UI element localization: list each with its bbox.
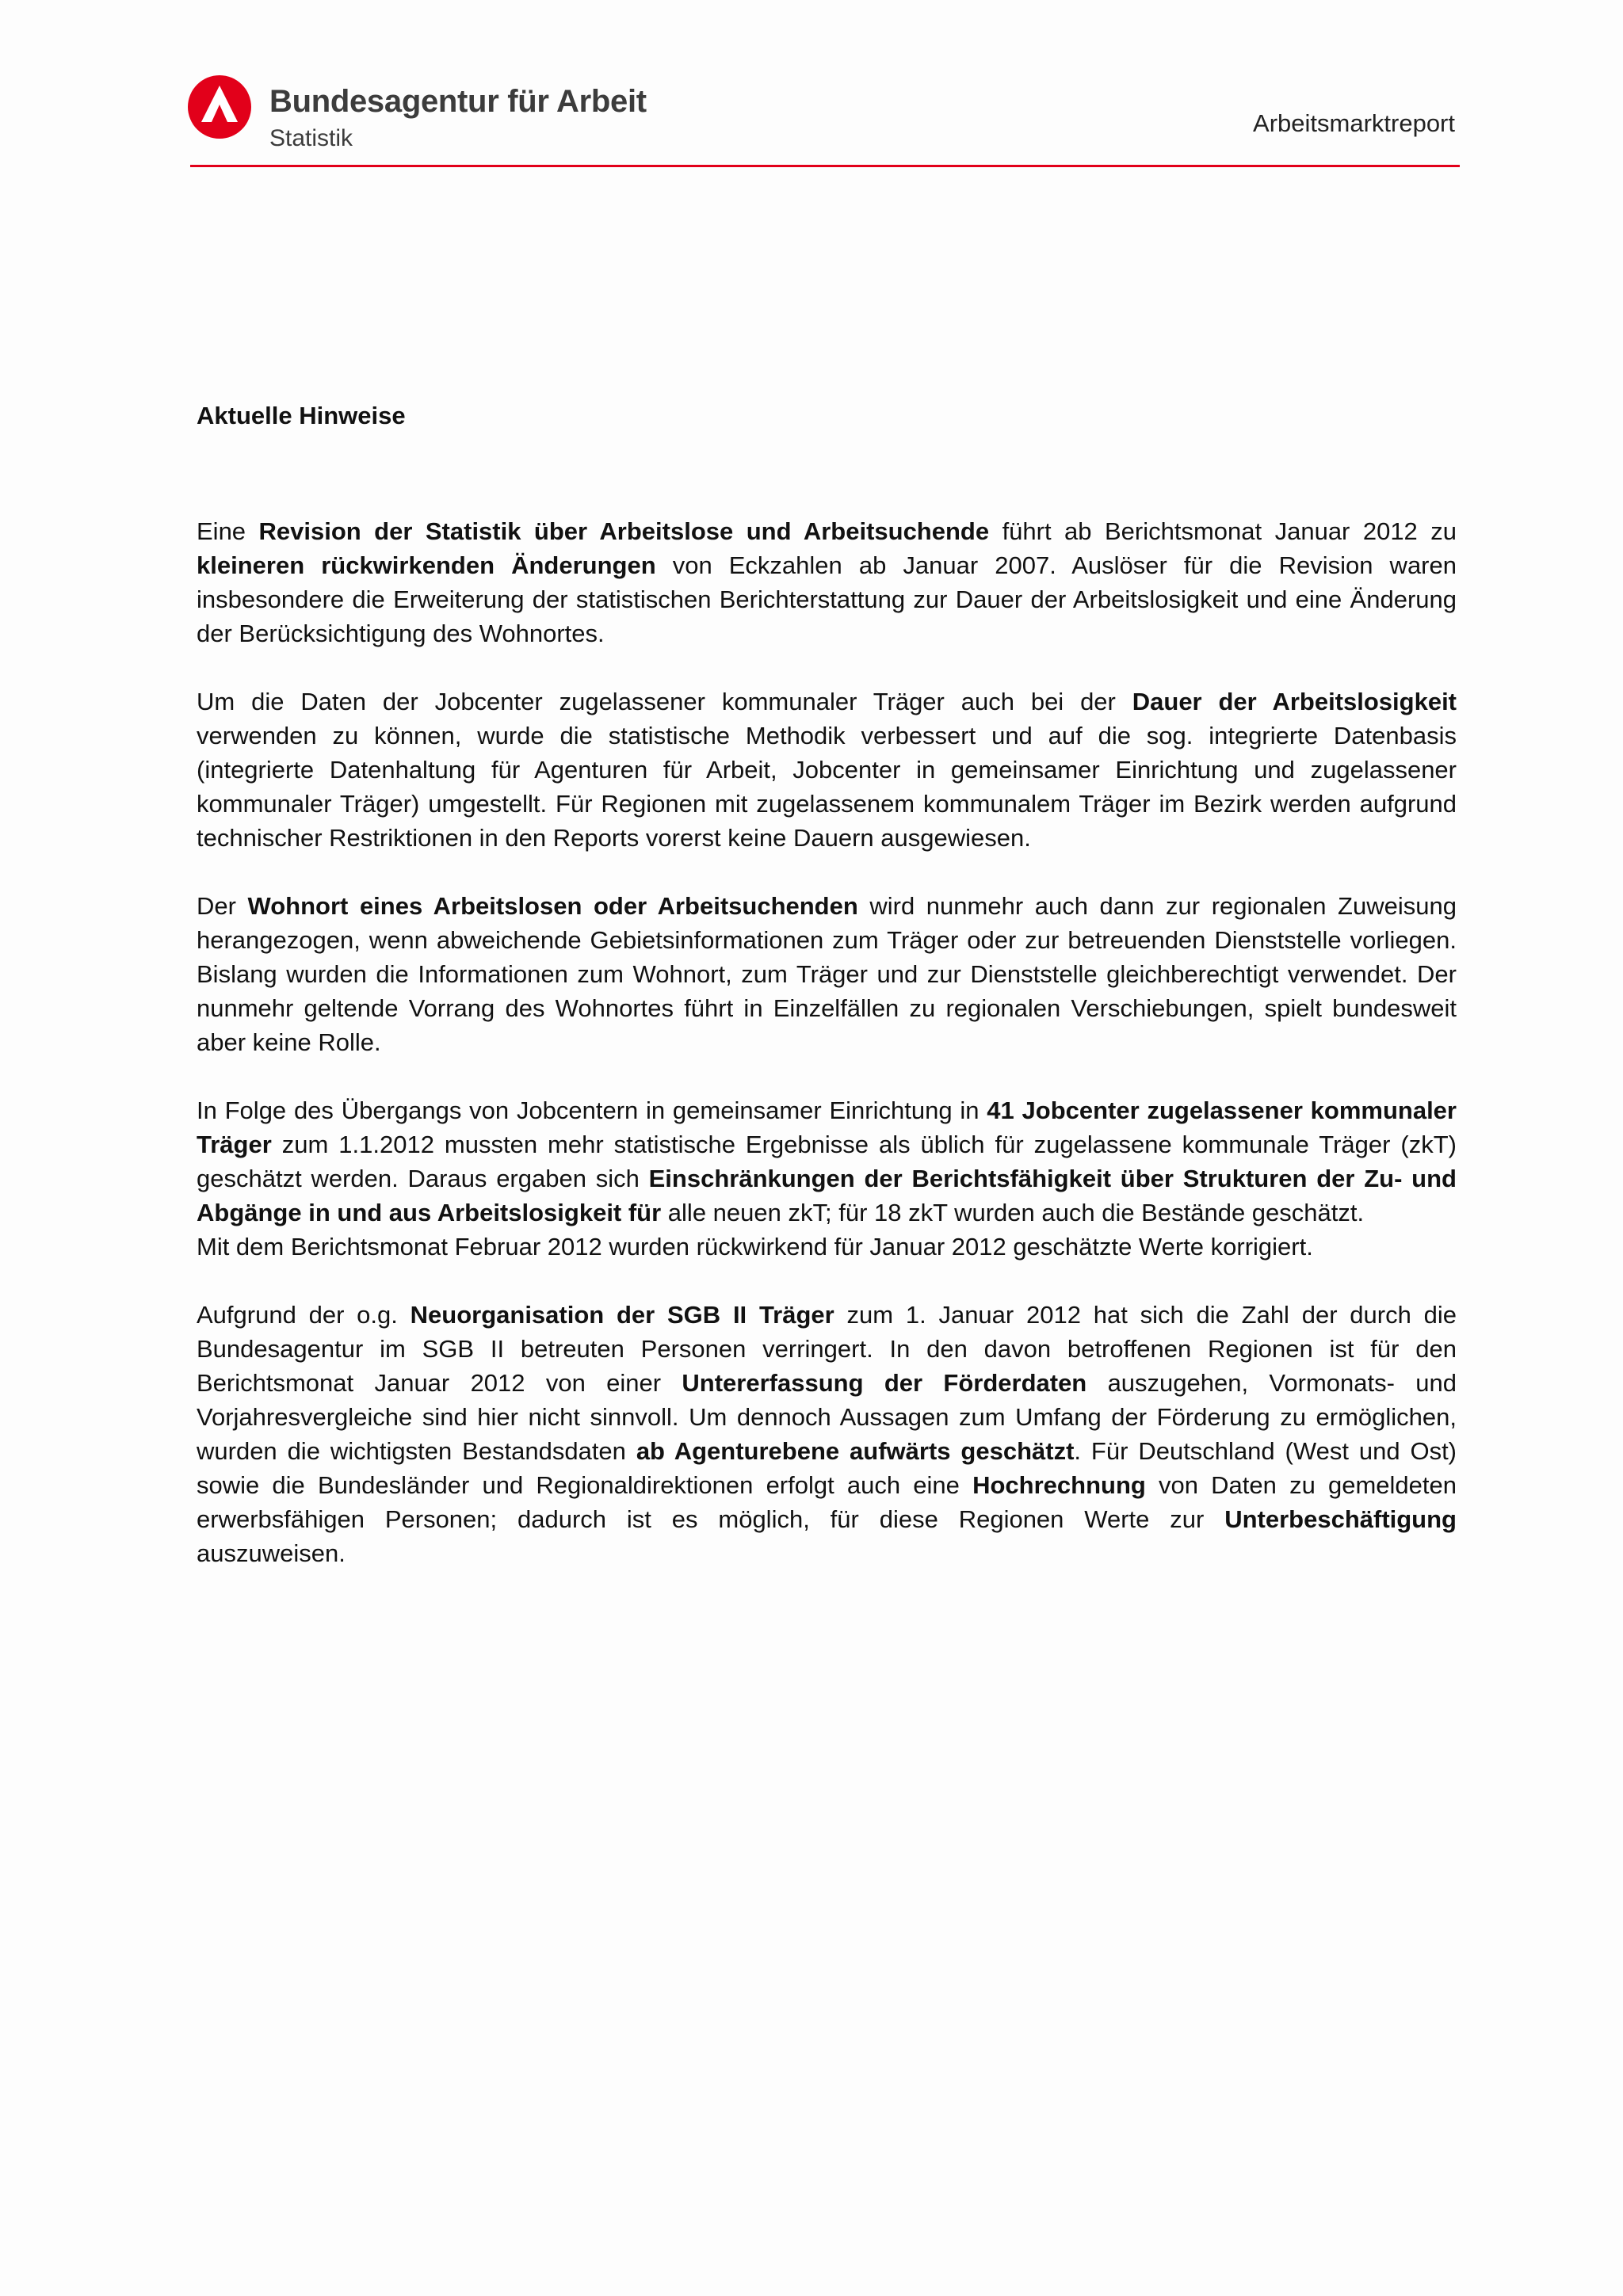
paragraph-list [197,514,1457,1570]
bold-text: Untererfassung der Förderdaten [682,1369,1087,1397]
paragraph [197,1298,1457,1570]
bold-text: Dauer der Arbeitslosigkeit [1132,688,1457,715]
bold-text: 41 Jobcenter zugelassener kommunaler Träger [197,1097,1457,1158]
text-run: führt ab Berichtsmonat Januar 2012 zu [989,517,1457,545]
page-header [0,0,1623,170]
bold-text: ab Agenturebene aufwärts geschätzt [636,1437,1075,1465]
text-run: von Eckzahlen ab Januar 2007. Auslöser für die Revision waren insbesondere die Erweiterung der statistischen Berichterstattung zur Dauer der Arbeitslosigkeit und eine Änderung der Berücksichtigung des Wohnortes. [197,551,1457,647]
section-title: Aktuelle Hinweise [197,402,406,429]
text-run: Um die Daten der Jobcenter zugelassener kommunaler Träger auch bei der [197,688,1132,715]
text-run: verwenden zu können, wurde die statistische Methodik verbessert und auf die sog. integrierte Datenbasis (integrierte Datenhaltung für Agenturen für Arbeit, Jobcenter in gemeinsamer Einrichtung und zugelassener kommunaler Träger) umgestellt. Für Regionen mit zugelassenem kommunalem Träger im Bezirk werden aufgrund technischer Restriktionen in den Reports vorerst keine Dauern ausgewiesen. [197,722,1457,852]
report-type: Arbeitsmarktreport [1253,109,1455,137]
text-run: auszugehen, Vormonats- und Vorjahresvergleiche sind hier nicht sinnvoll. Um dennoch Aussagen zum Umfang der Förderung zu ermöglichen, wurden die wichtigsten Bestandsdaten [197,1369,1457,1465]
text-run: Der [197,892,248,920]
text-run: zum 1.1.2012 mussten mehr statistische Ergebnisse als üblich für zugelassene kommunale Träger (zkT) geschätzt werden. Daraus ergaben sich [197,1131,1457,1192]
text-run: alle neuen zkT; für 18 zkT wurden auch die Bestände geschätzt. [661,1199,1365,1226]
text-run: zum 1. Januar 2012 hat sich die Zahl der durch die Bundesagentur im SGB II betreuten Personen verringert. In den davon betroffenen Regionen ist für den Berichtsmonat Januar 2012 von einer [197,1301,1457,1397]
text-run: . Für Deutschland (West und Ost) sowie die Bundesländer und Regionaldirektionen erfolgt auch eine [197,1437,1457,1499]
text-run: Aufgrund der o.g. [197,1301,411,1329]
text-run: Eine [197,517,259,545]
bold-text: Neuorganisation der SGB II Träger [410,1301,834,1329]
brand-name: Bundesagentur für Arbeit [269,84,647,119]
text-run: von Daten zu gemeldeten erwerbsfähigen Personen; dadurch ist es möglich, für diese Regionen Werte zur [197,1471,1457,1533]
text-run: In Folge des Übergangs von Jobcentern in gemeinsamer Einrichtung in [197,1097,987,1124]
document-body [197,396,1457,1604]
paragraph [197,685,1457,855]
paragraph [197,1093,1457,1264]
paragraph [197,514,1457,650]
text-run: Mit dem Berichtsmonat Februar 2012 wurden rückwirkend für Januar 2012 geschätzte Werte korrigiert. [197,1233,1313,1261]
paragraph [197,889,1457,1059]
bold-text: kleineren rückwirkenden Änderungen [197,551,656,579]
text-run: auszuweisen. [197,1539,346,1567]
bold-text: Hochrechnung [972,1471,1146,1499]
ba-logo-icon [187,74,252,139]
bold-text: Wohnort eines Arbeitslosen oder Arbeitsuchenden [247,892,858,920]
header-divider [190,165,1460,167]
bold-text: Unterbeschäftigung [1224,1505,1457,1533]
text-run: wird nunmehr auch dann zur regionalen Zuweisung herangezogen, wenn abweichende Gebietsinformationen zum Träger oder zur betreuenden Dienststelle vorliegen. Bislang wurden die Informationen zum Wohnort, zum Träger und zur Dienststelle gleichberechtigt verwendet. Der nunmehr geltende Vorrang des Wohnortes führt in Einzelfällen zu regionalen Verschiebungen, spielt bundesweit aber keine Rolle. [197,892,1457,1056]
bold-text: Einschränkungen der Berichtsfähigkeit über Strukturen der Zu- und Abgänge in und aus Arbeitslosigkeit für [197,1165,1457,1226]
brand-subtitle: Statistik [269,125,353,151]
bold-text: Revision der Statistik über Arbeitslose und Arbeitsuchende [258,517,990,545]
